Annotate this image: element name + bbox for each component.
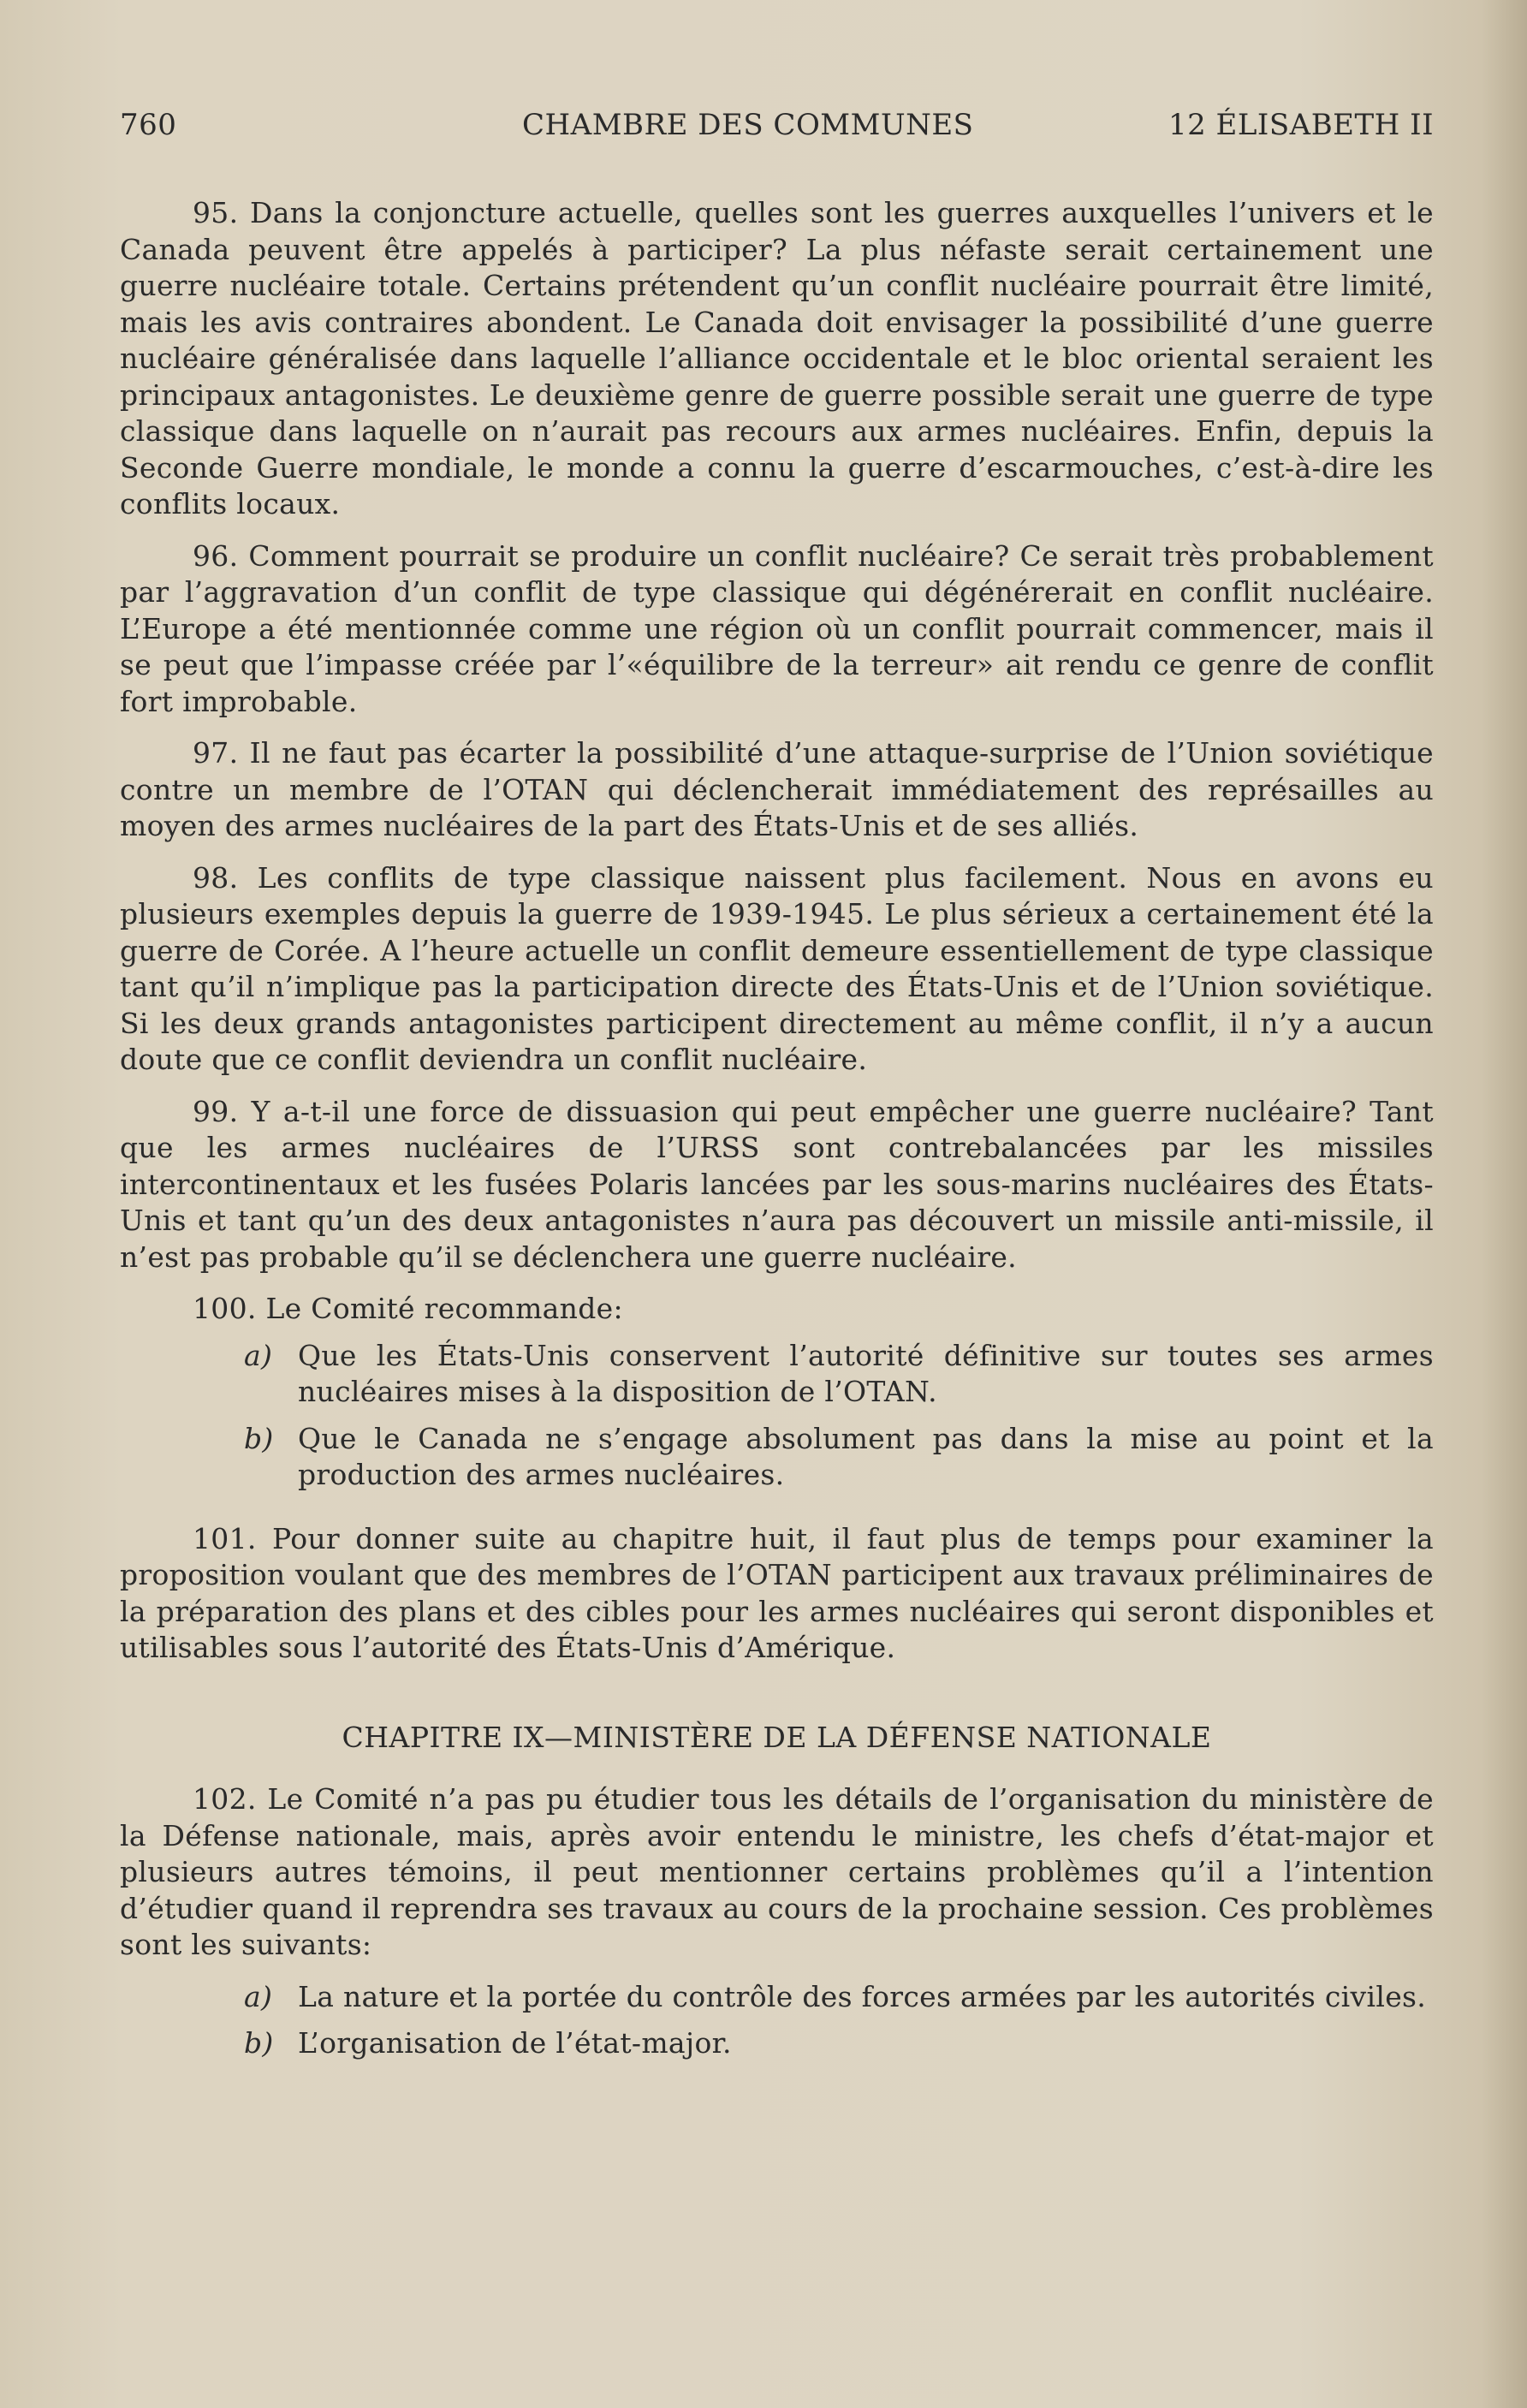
page-number: 760: [120, 108, 177, 142]
item-text: L’organisation de l’état-major.: [298, 2026, 732, 2060]
running-header: [120, 108, 1434, 151]
spacer: [120, 1504, 1434, 1521]
item-label: b): [244, 1421, 274, 1455]
item-text: La nature et la portée du contrôle des forces armées par les autorités civiles.: [298, 1979, 1427, 2013]
item-label: a): [244, 1979, 273, 2013]
recommendation-b: [120, 1421, 1434, 1494]
problem-a: [120, 1979, 1434, 2016]
paragraph-100-intro: 100. Le Comité recommande:: [193, 1292, 623, 1325]
problem-b: [120, 2025, 1434, 2062]
item-text: Que les États-Unis conservent l’autorité définitive sur toutes ses armes nucléaires mises à la disposition de l’OTAN.: [298, 1338, 1434, 1408]
paragraph-101: 101. Pour donner suite au chapitre huit, il faut plus de temps pour examiner la proposition voulant que des membres de l’OTAN participent aux travaux préliminaires de la préparation des plans et des cibles pour les armes nucléaires qui seront disponibles et utilisables sous l’autorité des États-Unis d’Amérique.: [120, 1521, 1434, 1664]
item-text: Que le Canada ne s’engage absolument pas dans la mise au point et la production des armes nucléaires.: [298, 1421, 1434, 1491]
paragraph-98: 98. Les conflits de type classique naissent plus facilement. Nous en avons eu plusieurs exemples depuis la guerre de 1939-1945. Le plus sérieux a certainement été la guerre de Corée. A l’heure actuelle un conflit demeure essentiellement de type classique tant qu’il n’implique pas la participation directe des États-Unis et de l’Union soviétique. Si les deux grands antagonistes participent directement au même conflit, il n’y a aucun doute que ce conflit deviendra un conflit nucléaire.: [120, 860, 1434, 1076]
paragraph-97: 97. Il ne faut pas écarter la possibilité d’une attaque-surprise de l’Union soviétique contre un membre de l’OTAN qui déclencherait immédiatement des représailles au moyen des armes nucléaires de la part des États-Unis et de ses alliés.: [120, 736, 1434, 842]
paragraph-102: 102. Le Comité n’a pas pu étudier tous les détails de l’organisation du ministère de la Défense nationale, mais, après avoir entendu le ministre, les chefs d’état-major et plusieurs autres témoins, il peut mentionner certains problèmes qu’il a l’intention d’étudier quand il reprendra ses travaux au cours de la prochaine session. Ces problèmes sont les suivants:: [120, 1782, 1434, 1961]
paragraph-96: 96. Comment pourrait se produire un conflit nucléaire? Ce serait très probablement par l’aggravation d’un conflit de type classique qui dégénérerait en conflit nucléaire. L’Europe a été mentionnée comme une région où un conflit pourrait commencer, mais il se peut que l’impasse créée par l’«équilibre de la terreur» ait rendu ce genre de conflit fort improbable.: [120, 538, 1434, 718]
item-label: a): [244, 1338, 273, 1372]
header-title: CHAMBRE DES COMMUNES: [522, 108, 974, 142]
item-label: b): [244, 2026, 274, 2060]
recommendation-a: [120, 1338, 1434, 1411]
header-regnal-year: 12 ÉLISABETH II: [1168, 108, 1434, 142]
chapter-heading: CHAPITRE IX—MINISTÈRE DE LA DÉFENSE NATIONALE: [342, 1720, 1212, 1754]
body-text: [120, 195, 1434, 2072]
paragraph-95: 95. Dans la conjoncture actuelle, quelles sont les guerres auxquelles l’univers et le Canada peuvent être appelés à participer? La plus néfaste serait certainement une guerre nucléaire totale. Certains prétendent qu’un conflit nucléaire pourrait être limité, mais les avis contraires abondent. Le Canada doit envisager la possibilité d’une guerre nucléaire généralisée dans laquelle l’alliance occidentale et le bloc oriental seraient les principaux antagonistes. Le deuxième genre de guerre possible serait une guerre de type classique dans laquelle on n’aurait pas recours aux armes nucléaires. Enfin, depuis la Seconde Guerre mondiale, le monde a connu la guerre d’escarmouches, c’est-à-dire les conflits locaux.: [120, 196, 1434, 520]
paragraph-99: 99. Y a-t-il une force de dissuasion qui peut empêcher une guerre nucléaire? Tant que les armes nucléaires de l’URSS sont contrebalancées par les missiles intercontinentaux et les fusées Polaris lancées par les sous-marins nucléaires des États-Unis et tant qu’un des deux antagonistes n’aura pas découvert un missile anti-missile, il n’est pas probable qu’il se déclenchera une guerre nucléaire.: [120, 1094, 1434, 1274]
